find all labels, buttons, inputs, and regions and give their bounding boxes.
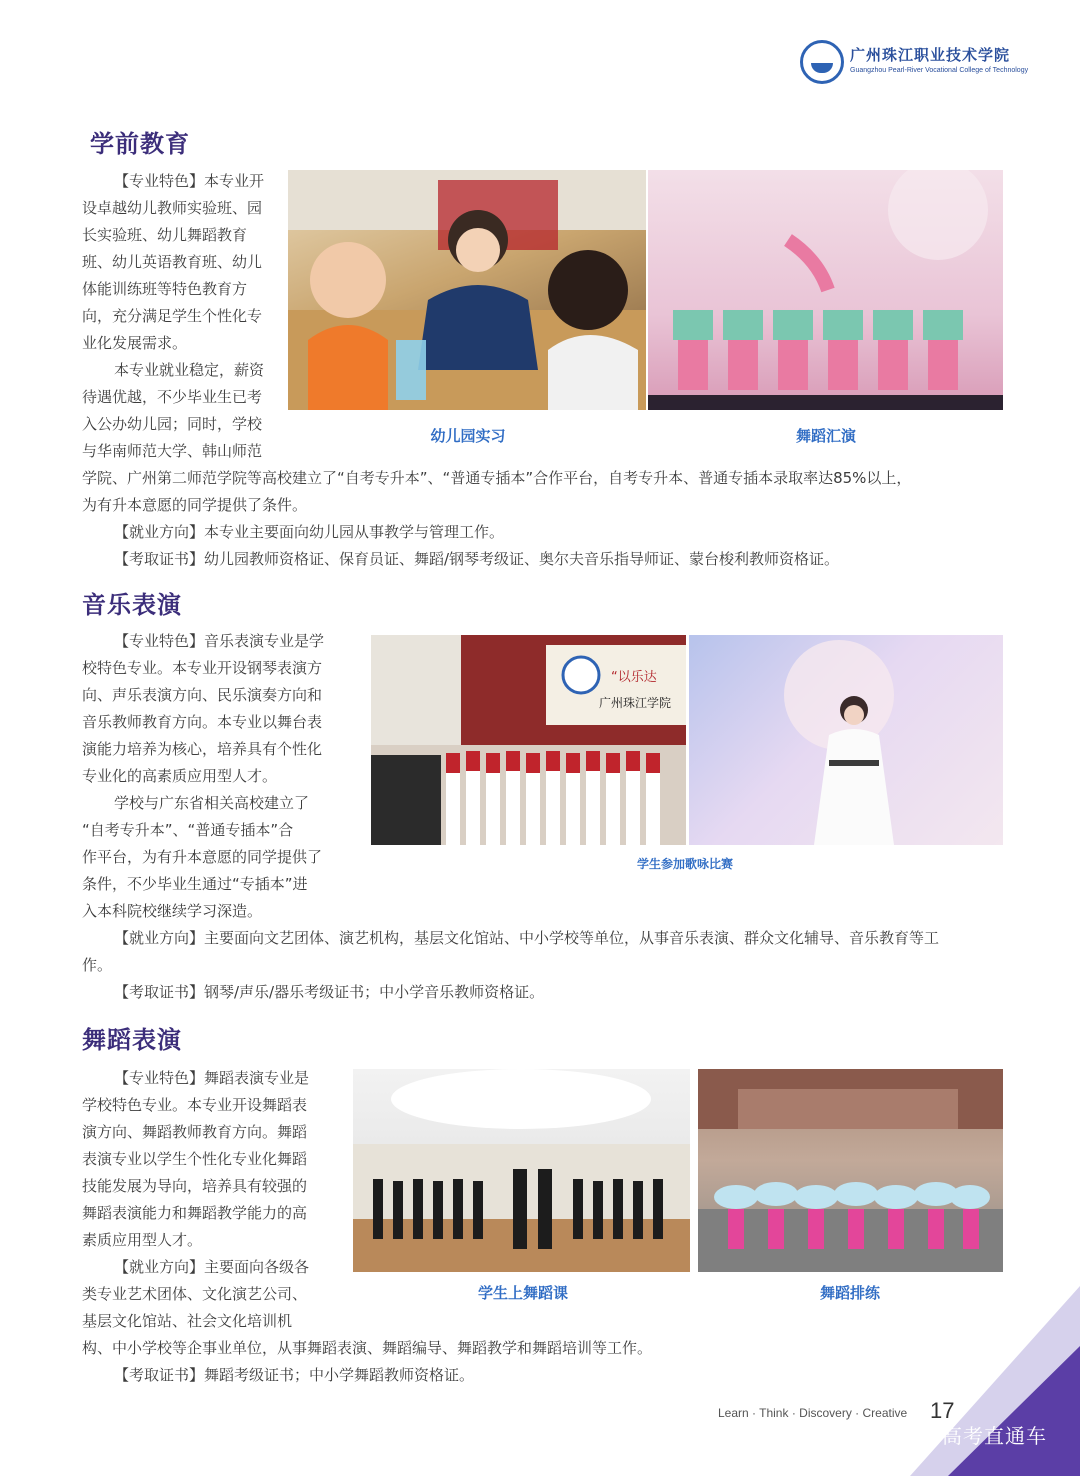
text-line: 【考取证书】幼儿园教师资格证、保育员证、舞蹈/钢琴考级证、奥尔夫音乐指导师证、蒙台梭利教师资格证。 [114, 550, 840, 568]
school-name-cn: 广州珠江职业技术学院 [850, 46, 1011, 64]
text-line: 业化发展需求。 [82, 334, 188, 352]
footer-slogan: Learn · Think · Discovery · Creative [718, 1406, 908, 1420]
text-line: 向，充分满足学生个性化专 [82, 307, 263, 325]
text-line: 学校特色专业。本专业开设舞蹈表 [82, 1096, 308, 1114]
caption-dance-show: 舞蹈汇演 [795, 427, 856, 445]
text-line: 入公办幼儿园；同时，学校 [82, 415, 263, 433]
text-line: 作平台，为有升本意愿的同学提供了 [82, 848, 323, 866]
school-logo [800, 40, 1029, 86]
text-line: 入本科院校继续学习深造。 [82, 902, 263, 920]
text-line: 校特色专业。本专业开设钢琴表演方 [82, 659, 323, 677]
text-line: 演方向、舞蹈教师教育方向。舞蹈 [82, 1123, 308, 1141]
text-line: 类专业艺术团体、文化演艺公司、 [82, 1285, 308, 1303]
preschool-text-narrow [82, 168, 282, 465]
caption-kindergarten-practice: 幼儿园实习 [430, 427, 506, 445]
text-line: 表演专业以学生个性化专业化舞蹈 [82, 1150, 308, 1168]
text-line: 向、声乐表演方向、民乐演奏方向和 [82, 686, 323, 704]
text-line: 本专业就业稳定，薪资 [114, 361, 265, 379]
preschool-text-wide [82, 465, 1017, 573]
text-line: 基层文化馆站、社会文化培训机 [82, 1312, 293, 1330]
text-line: 长实验班、幼儿舞蹈教育 [82, 226, 248, 244]
dance-text-narrow [82, 1065, 352, 1335]
text-line: 学校与广东省相关高校建立了 [114, 794, 310, 812]
music-text-wide [82, 925, 1017, 1006]
text-line: 音乐教师教育方向。本专业以舞台表 [82, 713, 323, 731]
text-line: 舞蹈表演能力和舞蹈教学能力的高 [82, 1204, 308, 1222]
photo-dance-show [648, 170, 1003, 410]
watermark: 高考直通车 [942, 1424, 1047, 1448]
photo-kindergarten-practice [288, 170, 646, 410]
section-title-dance: 舞蹈表演 [82, 1026, 182, 1054]
section-title-music: 音乐表演 [82, 591, 182, 619]
caption-dance-class: 学生上舞蹈课 [477, 1284, 568, 1302]
photo-dance-class [353, 1069, 690, 1272]
music-text-narrow [82, 628, 362, 925]
text-line: 【就业方向】主要面向文艺团体、演艺机构，基层文化馆站、中小学校等单位，从事音乐表演、群众文化辅导、音乐教育等工 [114, 929, 940, 947]
photo-dance-rehearsal [698, 1069, 1003, 1272]
school-emblem-icon [800, 40, 844, 84]
caption-choir-competition: 学生参加歌咏比赛 [636, 857, 733, 871]
text-line: 专业化的高素质应用型人才。 [82, 767, 278, 785]
text-line: 体能训练班等特色教育方 [82, 280, 248, 298]
text-line: 【考取证书】舞蹈考级证书；中小学舞蹈教师资格证。 [114, 1366, 475, 1384]
banner-slogan: “以乐达 [611, 670, 657, 685]
text-line: 为有升本意愿的同学提供了条件。 [82, 496, 308, 514]
school-name-en: Guangzhou Pearl-River Vocational College of Technology [850, 67, 1029, 74]
text-line: 设卓越幼儿教师实验班、园 [82, 199, 263, 217]
text-line: 技能发展为导向，培养具有较强的 [82, 1177, 308, 1195]
caption-dance-rehearsal: 舞蹈排练 [819, 1284, 880, 1302]
text-line: 构、中小学校等企事业单位，从事舞蹈表演、舞蹈编导、舞蹈教学和舞蹈培训等工作。 [82, 1339, 653, 1357]
banner-school: 广州珠江学院 [599, 696, 672, 710]
photo-choir-competition [371, 635, 686, 845]
text-line: 作。 [82, 956, 113, 974]
corner-decoration-dark [948, 1346, 1080, 1476]
page-number: 17 [930, 1398, 955, 1423]
text-line: 素质应用型人才。 [82, 1231, 203, 1249]
text-line: 【专业特色】本专业开 [114, 172, 265, 190]
text-line: 【考取证书】钢琴/声乐/器乐考级证书；中小学音乐教师资格证。 [114, 983, 545, 1001]
text-line: 【就业方向】主要面向各级各 [114, 1258, 310, 1276]
text-line: 待遇优越，不少毕业生已考 [82, 388, 263, 406]
text-line: 学院、广州第二师范学院等高校建立了“自考专升本”、“普通专插本”合作平台，自考专升本、普通专插本录取率达85%以上， [82, 469, 912, 487]
text-line: 演能力培养为核心，培养具有个性化 [82, 740, 323, 758]
photo-solo-singer [689, 635, 1003, 845]
text-line: 【专业特色】舞蹈表演专业是 [114, 1069, 310, 1087]
dance-text-wide [82, 1335, 1017, 1389]
section-title-preschool: 学前教育 [90, 130, 190, 158]
text-line: 与华南师范大学、韩山师范 [82, 442, 263, 460]
text-line: “自考专升本”、“普通专插本”合 [82, 821, 294, 839]
text-line: 【专业特色】音乐表演专业是学 [114, 632, 325, 650]
text-line: 班、幼儿英语教育班、幼儿 [82, 253, 263, 271]
text-line: 【就业方向】本专业主要面向幼儿园从事教学与管理工作。 [114, 523, 505, 541]
text-line: 条件，不少毕业生通过“专插本”进 [82, 875, 308, 893]
